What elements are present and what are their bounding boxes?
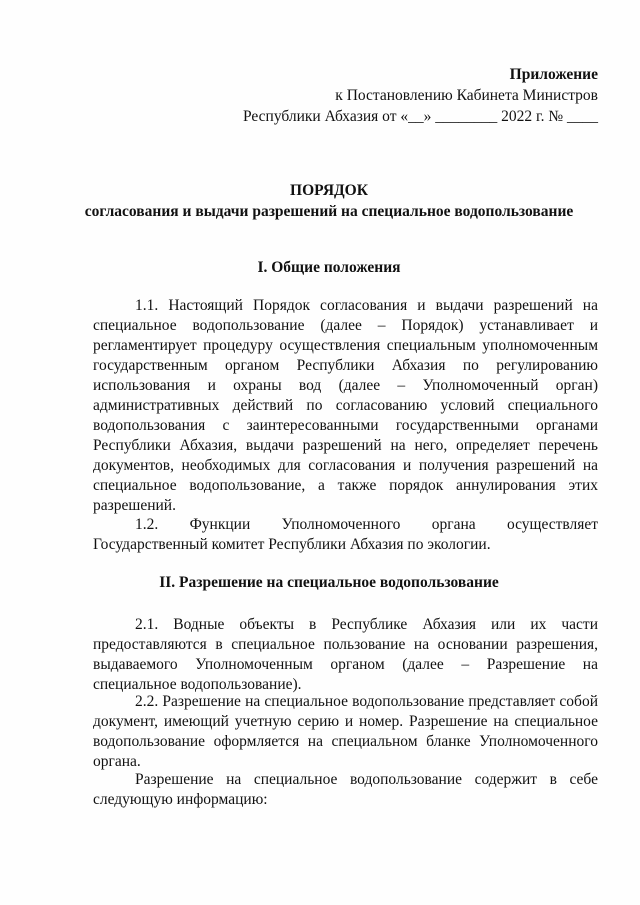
paragraph-2-2-continued: Разрешение на специальное водопользование содержит в себе следующую информацию: — [93, 771, 598, 808]
appendix-header — [243, 64, 598, 127]
paragraph-1-1: 1.1. Настоящий Порядок согласования и выдачи разрешений на специальное водопользование (далее – Порядок) устанавливает и регламентирует процедуру осуществления специальным уполномоченным государственным органом Республики Абхазия по регулированию использования и охраны вод (далее – Уполномоченный орган) административных действий по согласованию условий специального водопользования с заинтересованными государственными органами Республики Абхазия, выдачи разрешений на него, определяет перечень документов, необходимых для согласования и получения разрешений на специальное водопользование, а также порядок аннулирования этих разрешений. — [93, 297, 598, 514]
document-title-block — [60, 180, 598, 222]
paragraph-1-2: 1.2. Функции Уполномоченного органа осуществляет Государственный комитет Республики Абхазия по экологии. — [93, 516, 598, 553]
document-subtitle: согласования и выдачи разрешений на специальное водопользование — [84, 203, 574, 220]
appendix-title: Приложение — [509, 66, 598, 83]
paragraph-2-1: 2.1. Водные объекты в Республике Абхазия или их части предоставляются в специальное пользование на основании разрешения, выдаваемого Уполномоченным органом (далее – Разрешение на специальное водопользование). — [93, 616, 598, 693]
document-title: ПОРЯДОК — [290, 182, 368, 199]
section-heading-permit: II. Разрешение на специальное водопользование — [159, 574, 499, 591]
appendix-line-2: Республики Абхазия от «__» ________ 2022 г. № ____ — [242, 108, 598, 125]
section-heading-general: I. Общие положения — [257, 259, 401, 276]
paragraph-2-2: 2.2. Разрешение на специальное водопользование представляет собой документ, имеющий учетную серию и номер. Разрешение на специальное водопользование оформляется на специальном бланке Уполномоченного органа. — [93, 693, 598, 770]
appendix-line-1: к Постановлению Кабинета Министров — [335, 87, 598, 104]
